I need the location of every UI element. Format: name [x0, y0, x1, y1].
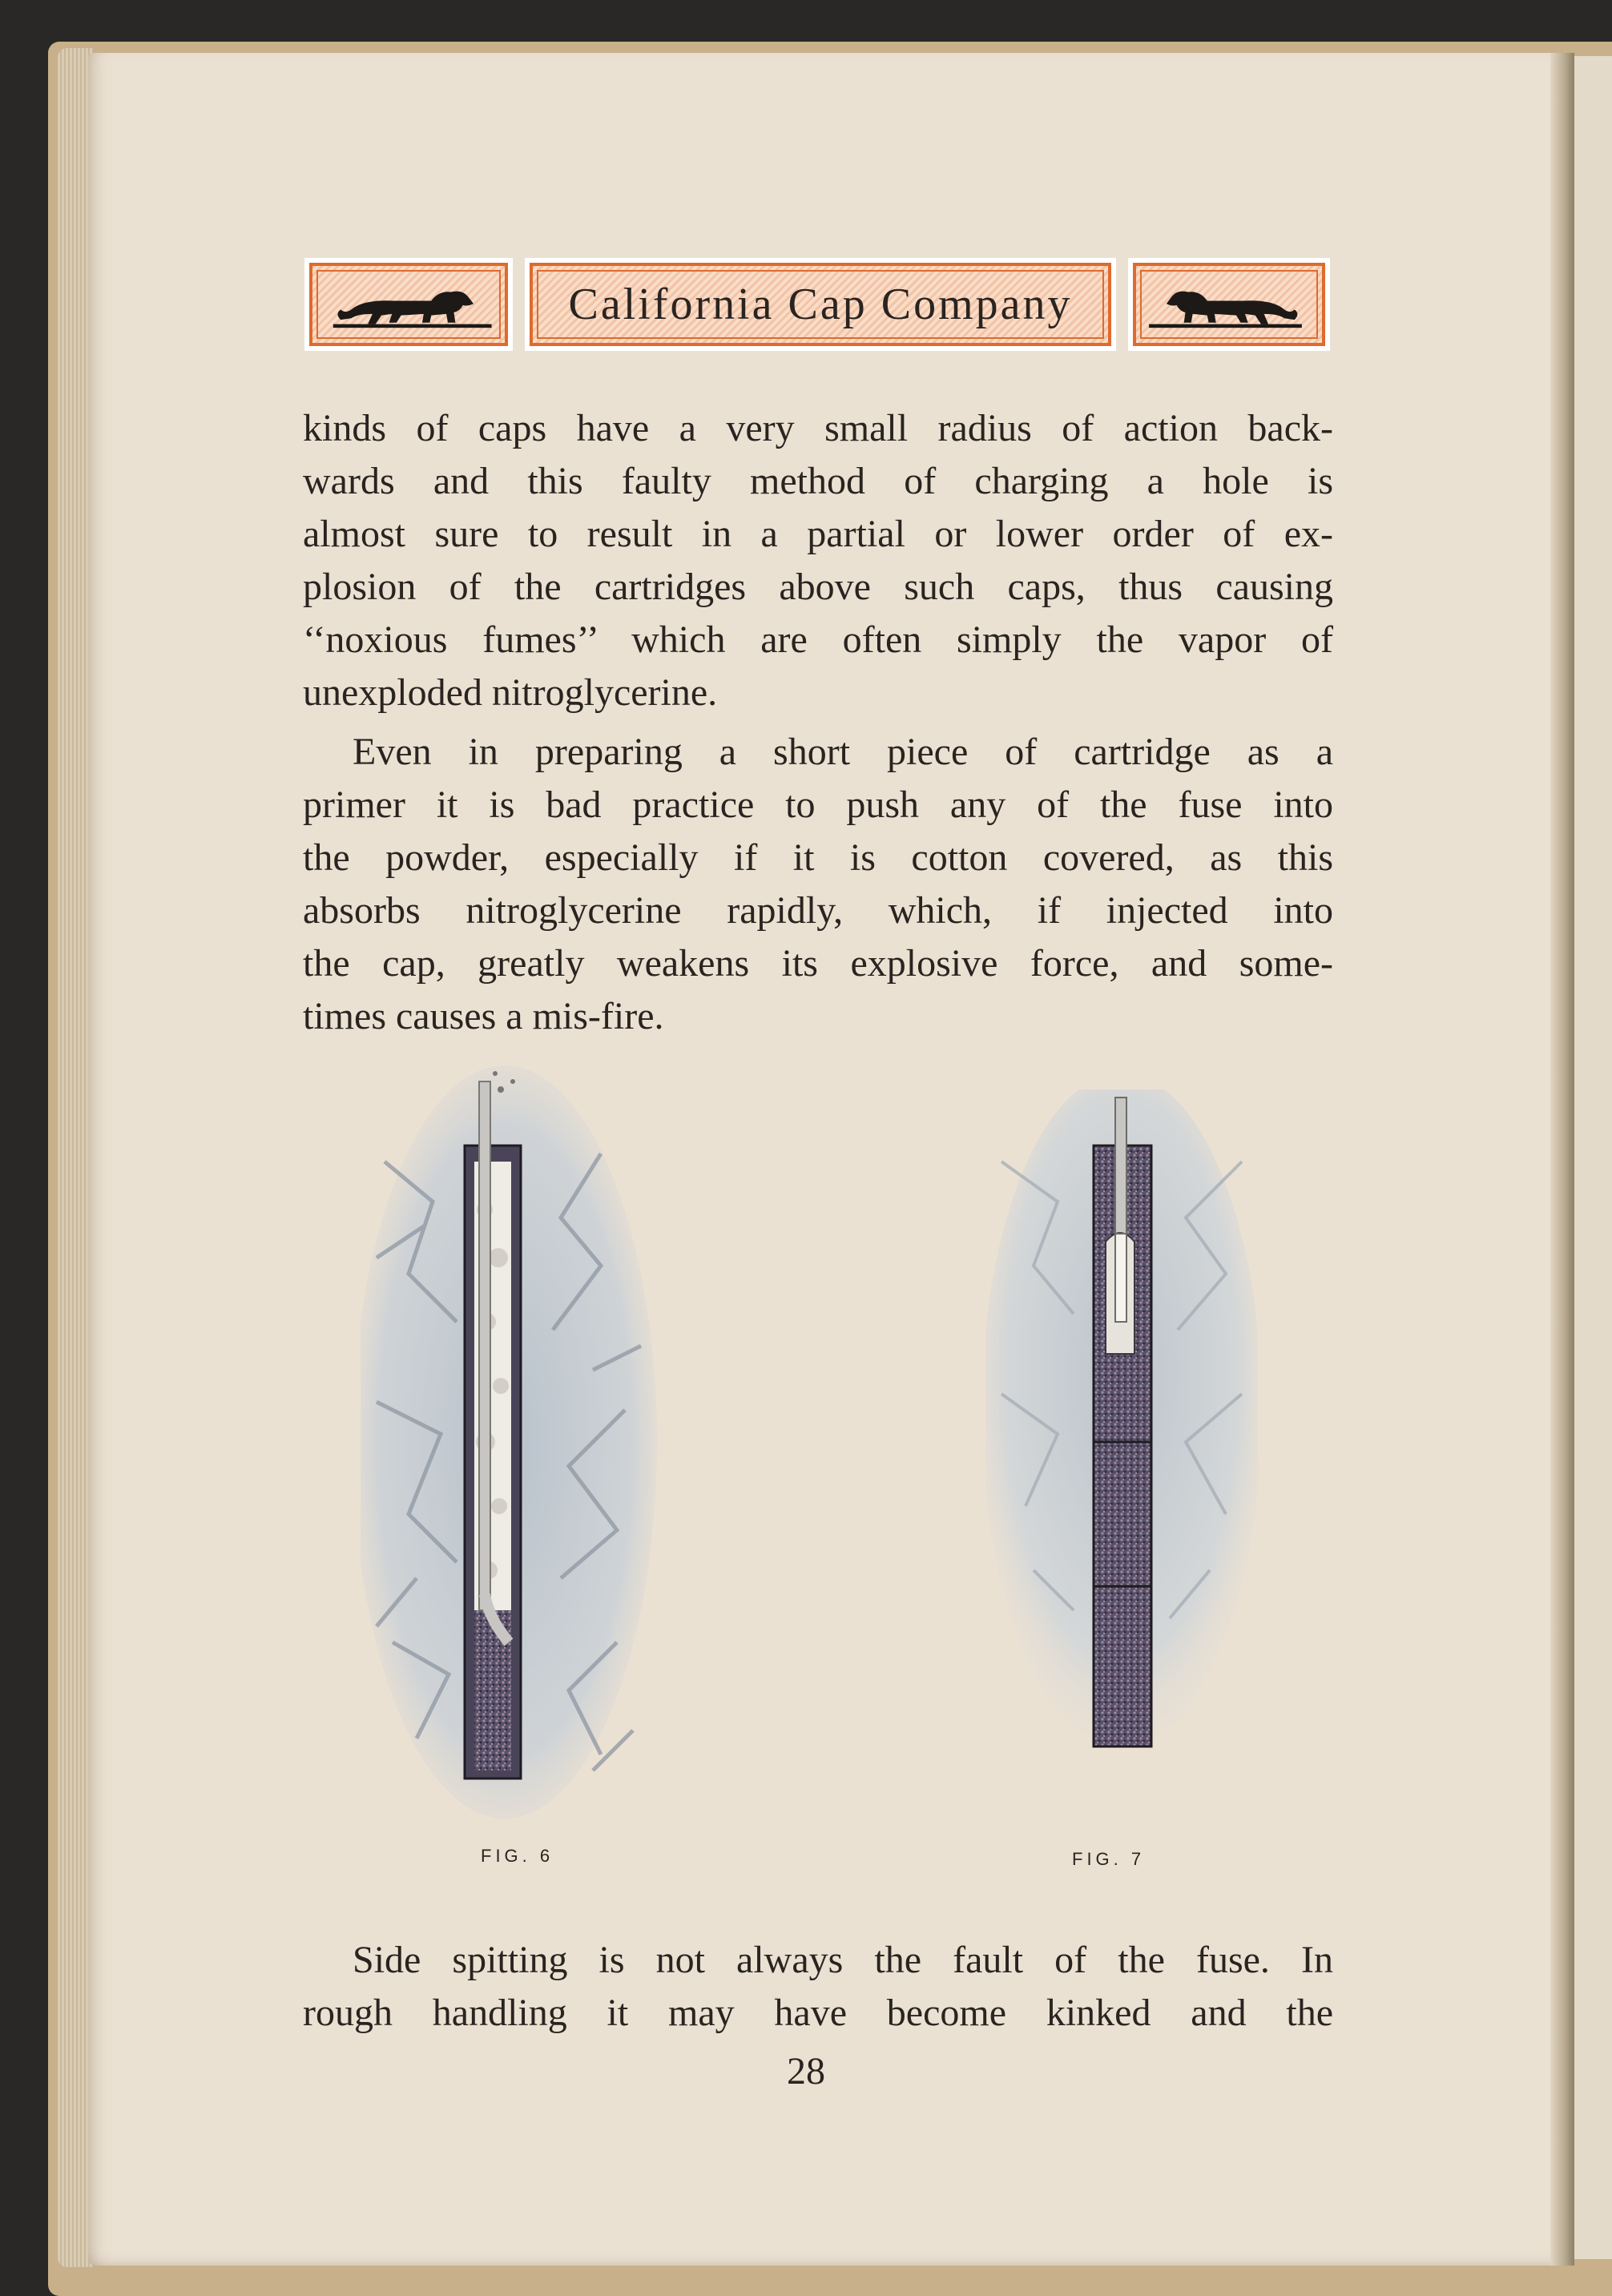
text-line: kinds of caps have a very small radius of action back- — [303, 407, 1333, 449]
header-title-banner — [525, 258, 1116, 351]
drill-hole-loose-charge-illustration — [361, 1065, 657, 1819]
header-right-emblem — [1128, 258, 1330, 351]
text-line: almost sure to result in a partial or lower order of ex- — [303, 513, 1333, 555]
lion-icon — [318, 272, 499, 337]
company-name: California Cap Company — [568, 280, 1073, 329]
facing-page — [1574, 56, 1612, 2259]
text-line: ‘‘noxious fumes’’ which are often simply the vapor of — [303, 618, 1333, 661]
text-line: the cap, greatly weakens its explosive force, and some- — [303, 942, 1333, 985]
text-line: absorbs nitroglycerine rapidly, which, if injected into — [303, 889, 1333, 932]
text-line: rough handling it may have become kinked and the — [303, 1992, 1333, 2034]
book-gutter — [1550, 53, 1574, 2266]
text-line: plosion of the cartridges above such caps, thus causing — [303, 566, 1333, 608]
drill-hole-cartridge-illustration — [985, 1090, 1258, 1754]
text-line: times causes a mis-fire. — [303, 995, 664, 1037]
text-line: wards and this faulty method of charging a hole is — [303, 460, 1333, 502]
page-number: 28 — [787, 2050, 825, 2093]
text-line: Even in preparing a short piece of cartridge as a — [353, 731, 1333, 773]
text-line: primer it is bad practice to push any of the fuse into — [303, 783, 1333, 826]
figure-7-caption: FIG. 7 — [1072, 1849, 1146, 1869]
header-left-emblem — [304, 258, 513, 351]
lion-icon — [1142, 272, 1316, 337]
text-line: the powder, especially if it is cotton covered, as this — [303, 836, 1333, 879]
text-line: unexploded nitroglycerine. — [303, 671, 718, 714]
figure-6-caption: FIG. 6 — [481, 1846, 554, 1866]
text-line: Side spitting is not always the fault of the fuse. In — [353, 1939, 1333, 1981]
